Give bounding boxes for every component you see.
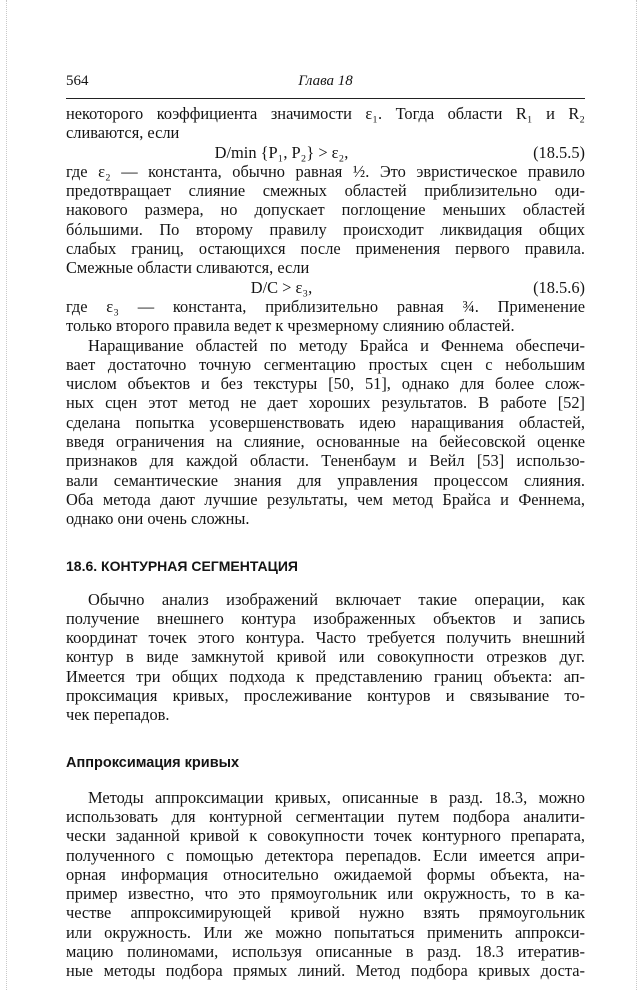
- text-line: Оба метода дают лучшие результаты, чем метод Брайса и Феннема,: [66, 489, 585, 509]
- text-line: полученного с помощью детектора перепадов. Если имеется апри-: [66, 845, 585, 865]
- equation-18-5-5: [66, 143, 585, 162]
- text-line: предотвращает слияние смежных областей приблизительно оди-: [66, 181, 585, 201]
- equation-formula: D/min {P₁, P₂} > ε₂,: [214, 142, 349, 162]
- page-header: [66, 73, 585, 95]
- text-line: Имеется три общих подхода к представлению границ объекта: ап-: [66, 666, 585, 686]
- text-line: Методы аппроксимации кривых, описанные в разд. 18.3, можно: [88, 787, 585, 807]
- text-line: однако они очень сложны.: [66, 509, 250, 529]
- text-line: слабых границ, остающихся после применения первого правила.: [66, 239, 585, 259]
- equation-18-5-6: [66, 278, 585, 297]
- text-line: контур в виде замкнутой кривой или совокупности отрезков дуг.: [66, 647, 585, 667]
- text-line: признаков для каждой области. Тененбаум и Вейл [53] использо-: [66, 451, 585, 471]
- text-line: сливаются, если: [66, 123, 180, 143]
- header-rule: [66, 98, 585, 99]
- text-line: или окружность. Или же можно попытаться применить аппрокси-: [66, 922, 585, 942]
- paragraph-constant: [66, 297, 585, 336]
- text-line: некоторого коэффициента значимости ε₁. Тогда области R₁ и R₂: [66, 104, 585, 123]
- equation-number: (18.5.5): [533, 142, 585, 162]
- equation-formula: D/C > ε₃,: [250, 277, 313, 297]
- text-line: орная информация относительно ожидаемой формы объекта, на-: [66, 864, 585, 884]
- running-title: Глава 18: [298, 73, 353, 89]
- text-line: чески заданной кривой к совокупности точек контурного препарата,: [66, 826, 585, 846]
- paragraph-contour-segmentation: [66, 590, 585, 725]
- text-line: числом объектов и без текстуры [50, 51], однако для более слож-: [66, 374, 585, 394]
- equation-number: (18.5.6): [533, 277, 585, 297]
- text-line: получение внешнего контура изображенных объектов и запись: [66, 608, 585, 628]
- text-line: накового размера, но допускает поглощение меньших областей: [66, 200, 585, 220]
- text-line: бóльшими. По второму правилу происходит ликвидация общих: [66, 219, 585, 239]
- paragraph-region-growing: [66, 336, 585, 529]
- text-line: вали семантические знания для управления процессом слияния.: [66, 470, 585, 490]
- text-line: Обычно анализ изображений включает такие операции, как: [88, 589, 585, 609]
- text-line: сделана попытка усовершенствовать идею наращивания областей,: [66, 412, 585, 432]
- text-line: проксимация кривых, прослеживание контуров и связывание то-: [66, 686, 585, 706]
- text-line: ные методы подбора прямых линий. Метод подбора кривых доста-: [66, 961, 585, 981]
- paragraph-rules: [66, 162, 585, 278]
- text-line: где ε₃ — константа, приблизительно равная ¾. Применение: [66, 296, 585, 316]
- page-content: [66, 104, 585, 981]
- paragraph-continuation: [66, 104, 585, 143]
- text-line: честве аппроксимирующей кривой нужно взять прямоугольник: [66, 903, 585, 923]
- text-line: координат точек этого контура. Часто требуется получить внешний: [66, 628, 585, 648]
- text-line: ных сцен этот метод не дает хороших результатов. В работе [52]: [66, 393, 585, 413]
- text-line: использовать для контурной сегментации путем подбора аналити-: [66, 806, 585, 826]
- text-line: пример известно, что это прямоугольник или окружность, то в ка-: [66, 884, 585, 904]
- text-line: Наращивание областей по методу Брайса и Феннема обеспечи-: [88, 335, 585, 355]
- text-line: введя ограничения на слияние, основанные на бейесовской оценке: [66, 432, 585, 452]
- text-line: мацию полиномами, используя описанные в разд. 18.3 итератив-: [66, 941, 585, 961]
- text-line: чек перепадов.: [66, 705, 170, 725]
- subsection-heading: Аппроксимация кривых: [66, 754, 240, 771]
- paragraph-curve-approximation: [66, 788, 585, 981]
- scan-edge-right: [636, 0, 637, 990]
- page-number: 564: [66, 73, 89, 89]
- text-line: где ε₂ — константа, обычно равная ½. Это эвристическое правило: [66, 161, 585, 181]
- section-heading: 18.6. КОНТУРНАЯ СЕГМЕНТАЦИЯ: [66, 557, 298, 574]
- scan-edge-left: [6, 0, 7, 990]
- text-line: только второго правила ведет к чрезмерному слиянию областей.: [66, 316, 515, 336]
- text-line: Смежные области сливаются, если: [66, 258, 310, 278]
- text-line: вает достаточно точную сегментацию простых сцен с небольшим: [66, 354, 585, 374]
